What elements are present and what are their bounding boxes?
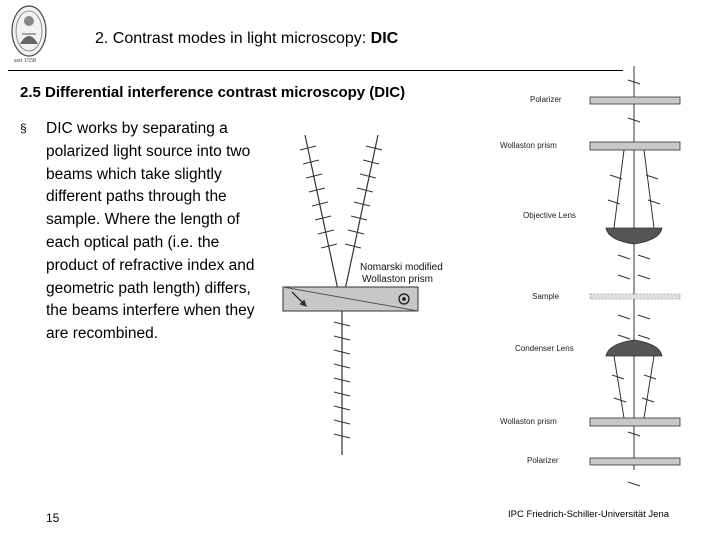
bullet-text: DIC works by separating a polarized light source into two beams which take slightly different paths through the sample. Where the length of each optical path (i.e. the product of refractive index and geometric path length) differs, the beams interfere when they are recombined. — [46, 120, 255, 343]
right-ray-polarization-ticks — [345, 146, 382, 248]
label-sample: Sample — [532, 292, 560, 301]
nomarski-prism-diagram — [283, 135, 443, 455]
bottom-wollaston-plate — [590, 418, 680, 426]
label-condenser-lens: Condenser Lens — [515, 344, 574, 353]
objective-lens-shape — [606, 228, 662, 244]
split-beam-left-bottom — [614, 356, 624, 418]
split-beam-right-bottom — [644, 356, 654, 418]
bottom-polarizer-plate — [590, 458, 680, 465]
prism-label-line1: Nomarski modified — [360, 262, 443, 273]
logo-caption: seit 1558 — [14, 58, 36, 64]
header-title-emphasis: DIC — [370, 30, 399, 47]
condenser-lens-shape — [606, 340, 662, 356]
top-wollaston-plate — [590, 142, 680, 150]
sample-slide — [590, 294, 680, 299]
incoming-ray-left — [305, 135, 338, 290]
label-wollaston-top: Wollaston prism — [500, 141, 557, 150]
header-title-prefix: 2. Contrast modes in light microscopy: — [95, 30, 371, 47]
label-objective-lens: Objective Lens — [523, 211, 576, 220]
label-polarizer-bottom: Polarizer — [527, 456, 559, 465]
page-number: 15 — [46, 511, 60, 525]
dic-microscope-diagram — [500, 66, 680, 486]
label-polarizer-top: Polarizer — [530, 95, 562, 104]
section-title: 2.5 Differential interference contrast microscopy (DIC) — [20, 84, 406, 101]
footer-institution: IPC Friedrich-Schiller-Universität Jena — [508, 509, 670, 520]
top-polarizer-plate — [590, 97, 680, 104]
prism-label-line2: Wollaston prism — [362, 274, 433, 285]
split-beam-right-top — [644, 150, 654, 228]
bullet-marker: § — [20, 121, 27, 135]
split-beam-left-top — [614, 150, 624, 228]
label-wollaston-bottom: Wollaston prism — [500, 417, 557, 426]
